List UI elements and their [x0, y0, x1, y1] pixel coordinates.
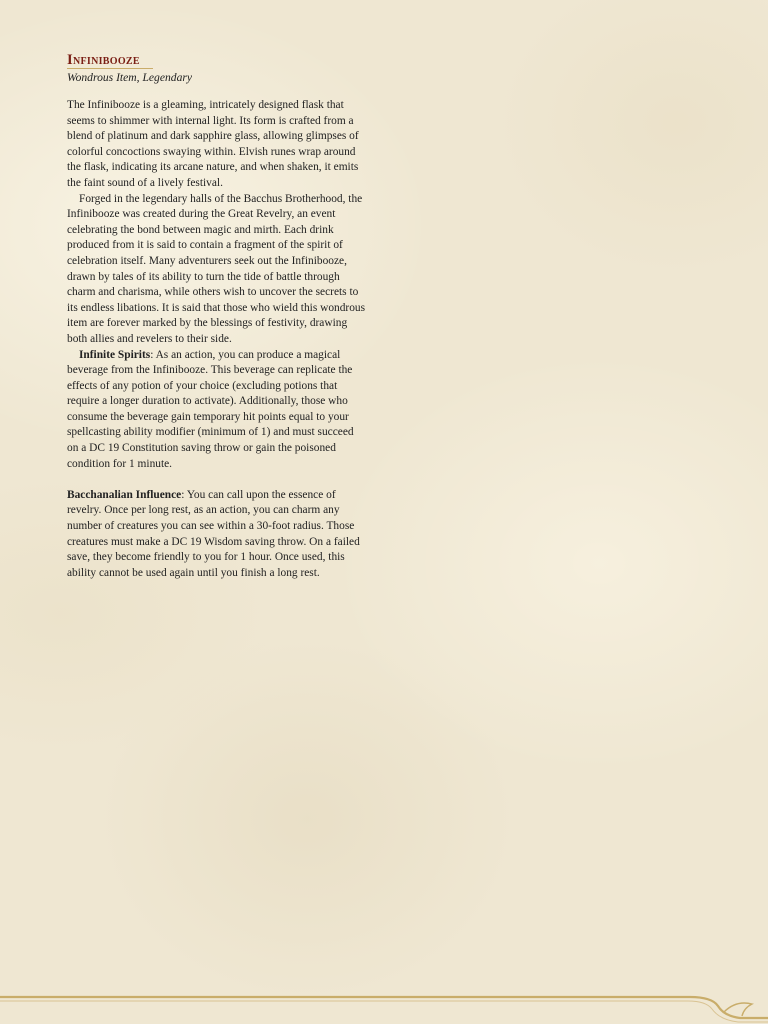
item-subtitle: Wondrous Item, Legendary [67, 71, 193, 84]
feature-name-bacchanalian-influence: Bacchanalian Influence [67, 488, 182, 501]
lore-paragraph: Forged in the legendary halls of the Bacchus Brotherhood, the Infinibooze was created during the Great Revelry, an event celebrating the bond between magic and mirth. Each drink produced from it is said to contain a fragment of the spirit of celebration itself. Many adventurers seek out the Infinibooze, drawn by tales of its ability to turn the tide of battle through charm and charisma, while others wish to uncover the secrets to its endless libations. It is said that those who wield this wondrous item are forever marked by the blessings of festivity, drawing both allies and revelers to their side. [67, 192, 366, 345]
item-title: Infinibooze [67, 52, 153, 69]
footer-border-ornament [0, 990, 768, 1024]
description-paragraph: The Infinibooze is a gleaming, intricately designed flask that seems to shimmer with internal light. Its form is crafted from a blend of platinum and dark sapphire glass, allowing glimpses of colorful concoctions swaying within. Elvish runes wrap around the flask, indicating its arcane nature, and when shaken, it emits the faint sound of a lively festival. [67, 99, 359, 189]
feature-text-bacchanalian-influence: : You can call upon the essence of revelry. Once per long rest, as an action, you can charm any number of creatures you can see within a 30-foot radius. Those creatures must make a DC 19 Wisdom saving throw. On a failed save, they become friendly to you for 1 hour. Once used, this ability cannot be used again until you finish a long rest. [67, 488, 360, 579]
feature-name-infinite-spirits: Infinite Spirits [79, 348, 151, 361]
feature-infinite-spirits [67, 348, 367, 473]
item-block [67, 51, 367, 581]
feature-bacchanalian-influence [67, 488, 367, 582]
feature-text-infinite-spirits: : As an action, you can produce a magical beverage from the Infinibooze. This beverage can replicate the effects of any potion of your choice (excluding potions that require a longer duration to activate). Additionally, those who consume the beverage gain temporary hit points equal to your spellcasting ability modifier (minimum of 1) and must succeed on a DC 19 Constitution saving throw or gain the poisoned condition for 1 minute. [67, 348, 354, 470]
